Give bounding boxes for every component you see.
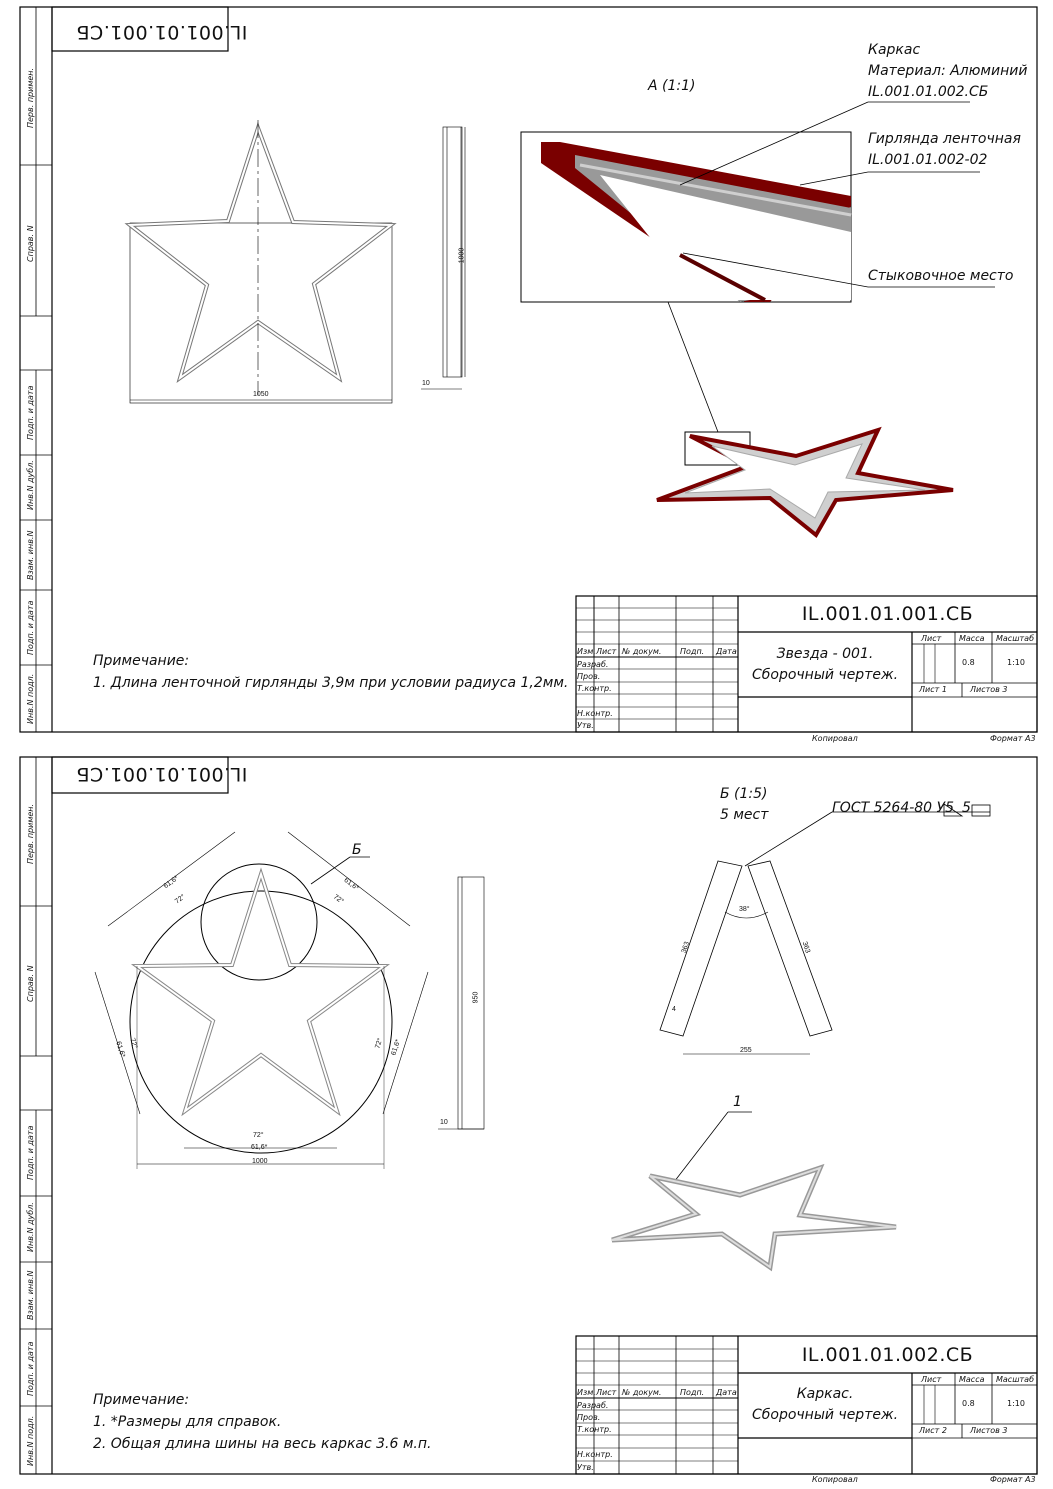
dim-detail-t: 4 [672, 1006, 676, 1013]
stamp-tkontr: Т.контр. [577, 684, 612, 693]
stamp-doc-code: IL.001.01.001.СБ [801, 603, 974, 625]
stamp-razrab-2: Разраб. [577, 1401, 609, 1410]
dim-height: 1000 [458, 247, 466, 264]
view-a-label: А (1:1) [648, 78, 696, 94]
side-label-perv-2: Перв. примен. [26, 803, 35, 864]
stamp-mass: 0.8 [962, 658, 975, 667]
dim-angle-l: 72° [128, 1037, 139, 1050]
notes-heading: Примечание: [93, 653, 190, 669]
star-front-outer [130, 128, 391, 378]
dim-side-tr: 61,6* [342, 876, 360, 893]
side-label-vzam: Взам. инв.N [26, 530, 35, 580]
stamp-doc-no-2: № докум. [622, 1388, 662, 1397]
side-label-sprav-2: Справ. N [26, 965, 35, 1002]
stamp-col-scale: Масштаб [996, 634, 1035, 643]
callout-frame-material: Материал: Алюминий [868, 63, 1028, 79]
callout-frame-code: IL.001.01.002.СБ [868, 84, 989, 100]
stamp-nkontr-2: Н.контр. [577, 1450, 613, 1459]
stamp-tkontr-2: Т.контр. [577, 1425, 612, 1434]
notes-heading-2: Примечание: [93, 1392, 190, 1408]
stamp-sign-2: Подп. [680, 1388, 705, 1397]
mirrored-doc-code: IL.001.01.001.СБ [76, 21, 248, 43]
dim-angle-tr: 72° [331, 893, 345, 906]
stamp-izm-2: Изм. [577, 1388, 596, 1397]
stamp-prov: Пров. [577, 672, 601, 681]
stamp-sheet: Лист 1 [919, 685, 947, 694]
stamp-title-2-2: Сборочный чертеж. [751, 1407, 899, 1423]
callout-joint: Стыковочное место [868, 268, 1014, 284]
stamp-mass-2: 0.8 [962, 1399, 975, 1408]
stamp-col-scale-2: Масштаб [996, 1375, 1035, 1384]
drawing-sheet-2 [0, 744, 1053, 1489]
dim-angle-b: 72° [253, 1132, 264, 1139]
stamp-list: Лист [596, 647, 617, 656]
side-label-perv: Перв. примен. [26, 67, 35, 128]
stamp-doc-no: № докум. [622, 647, 662, 656]
stamp-scale: 1:10 [1007, 658, 1025, 667]
stamp-prov-2: Пров. [577, 1413, 601, 1422]
view-b-label: Б (1:5) [720, 786, 768, 802]
stamp-razrab: Разраб. [577, 660, 609, 669]
dim-side-tl: 61,6* [162, 874, 180, 891]
stamp-utv: Утв. [577, 721, 594, 730]
dim-side-b: 61,6* [251, 1144, 268, 1151]
stamp-sheets-2: Листов 3 [970, 1426, 1008, 1435]
note-line-1: 1. *Размеры для справок. [93, 1414, 282, 1430]
dim-height-2: 950 [472, 991, 480, 1004]
stamp-col-mass-2: Масса [959, 1375, 985, 1384]
stamp-title-1-2: Каркас. [796, 1386, 854, 1402]
sheet-2-graphics [0, 744, 1053, 1489]
side-label-inv-podl-2: Инв.N подл. [26, 1415, 35, 1466]
callout-frame-title: Каркас [868, 42, 921, 58]
stamp-nkontr: Н.контр. [577, 709, 613, 718]
dim-detail-right: 363 [800, 940, 811, 955]
stamp-col-mass: Масса [959, 634, 985, 643]
note-line-2: 2. Общая длина шины на весь каркас 3.6 м.п. [93, 1436, 432, 1452]
side-label-podp1: Подп. и дата [26, 385, 35, 440]
callout-garland-code: IL.001.01.002-02 [868, 152, 988, 168]
stamp-title-2: Сборочный чертеж. [751, 667, 899, 683]
stamp-scale-2: 1:10 [1007, 1399, 1025, 1408]
stamp-col-list: Лист [921, 634, 942, 643]
note-line: 1. Длина ленточной гирлянды 3,9м при условии радиуса 1,2мм. [93, 675, 569, 691]
side-label-inv-dubl: Инв.N дубл. [26, 460, 35, 510]
footer-copied: Копировал [812, 734, 858, 743]
stamp-title-1: Звезда - 001. [776, 646, 874, 662]
side-label-podp2-2: Подп. и дата [26, 1341, 35, 1396]
side-label-podp2: Подп. и дата [26, 600, 35, 655]
dim-angle-r: 72° [374, 1037, 385, 1050]
stamp-date: Дата [716, 647, 737, 656]
side-label-podp1-2: Подп. и дата [26, 1125, 35, 1180]
callout-garland-title: Гирлянда ленточная [868, 131, 1021, 147]
dim-side-r: 61,6* [390, 1038, 403, 1057]
side-label-sprav: Справ. N [26, 225, 35, 262]
dim-width: 1050 [253, 391, 269, 398]
dim-detail-angle: 38° [739, 906, 750, 913]
stamp-sheet-2: Лист 2 [919, 1426, 947, 1435]
stamp-sign: Подп. [680, 647, 705, 656]
dim-dia: 1000 [252, 1158, 268, 1165]
stamp-date-2: Дата [716, 1388, 737, 1397]
stamp-list-2: Лист [596, 1388, 617, 1397]
footer-format-2: Формат А3 [990, 1475, 1036, 1484]
dim-side-l: 61,6* [114, 1040, 127, 1059]
position-1: 1 [733, 1094, 742, 1110]
star-iso-frame [612, 1168, 896, 1267]
footer-copied-2: Копировал [812, 1475, 858, 1484]
dim-thick: 10 [422, 380, 430, 387]
stamp-utv-2: Утв. [577, 1463, 594, 1472]
dim-angle-tl: 72° [173, 893, 187, 906]
weld-size: 5 [962, 800, 971, 816]
dim-thick-2: 10 [440, 1119, 448, 1126]
stamp-col-list-2: Лист [921, 1375, 942, 1384]
side-label-inv-podl: Инв.N подл. [26, 673, 35, 724]
stamp-doc-code-2: IL.001.01.002.СБ [801, 1344, 974, 1366]
view-b-sub: 5 мест [720, 807, 769, 823]
dim-detail-left: 363 [680, 940, 691, 955]
mirrored-doc-code-2: IL.001.01.001.СБ [76, 763, 248, 785]
stamp-sheets: Листов 3 [970, 685, 1008, 694]
weld-label: ГОСТ 5264-80 У5 [832, 800, 954, 816]
marker-b: Б [352, 842, 362, 858]
footer-format: Формат А3 [990, 734, 1036, 743]
side-label-vzam-2: Взам. инв.N [26, 1270, 35, 1320]
side-label-inv-dubl-2: Инв.N дубл. [26, 1202, 35, 1252]
dim-detail-base: 255 [740, 1047, 752, 1054]
stamp-izm: Изм. [577, 647, 596, 656]
